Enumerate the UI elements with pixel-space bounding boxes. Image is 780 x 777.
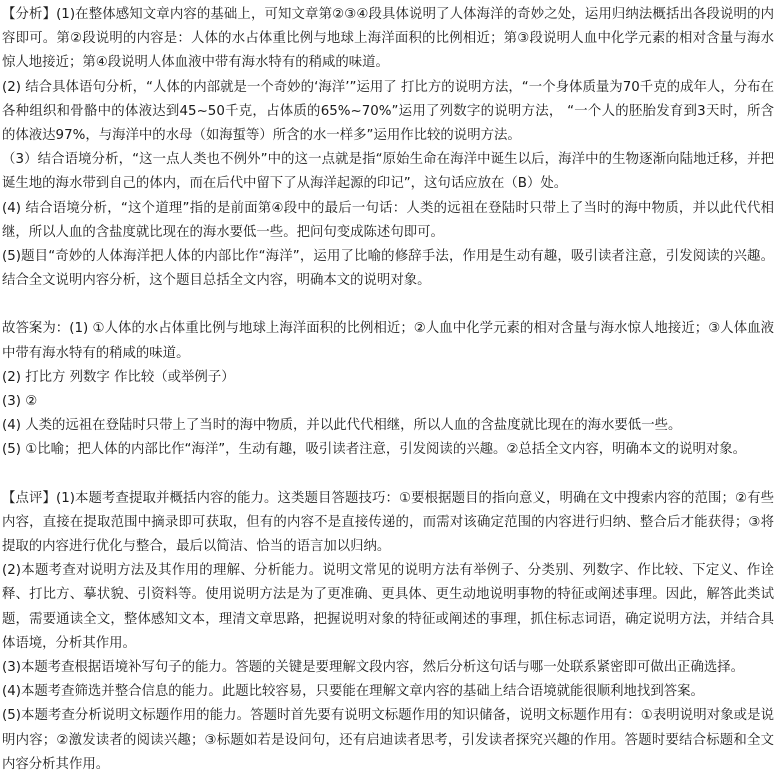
answer-section	[2, 317, 774, 462]
answer-paragraph-2: (2) 打比方 列数字 作比较（或举例子）	[2, 369, 235, 385]
comment-section	[2, 487, 774, 777]
analysis-paragraph-3: （3）结合语境分析，“这一点人类也不例外”中的这一点就是指“原始生命在海洋中诞生以后，海洋中的生物逐渐向陆地迁移，并把诞生地的海水带到自己的体内，而在后代中留下了从海洋起源的印记”，这句话应放在（B）处。	[2, 152, 774, 192]
answer-paragraph-4: (4) 人类的远祖在登陆时只带上了当时的海中物质，并以此代代相继，所以人血的含盐度就比现在的海水要低一些。	[2, 418, 682, 434]
section-gap	[2, 293, 774, 317]
analysis-paragraph-1: 【分析】(1)在整体感知文章内容的基础上，可知文章第②③④段具体说明了人体海洋的奇妙之处，运用归纳法概括出各段说明的内容即可。第②段说明的内容是：人体的水占体重比例与地球上海洋面积的比例相近；第③段说明人血中化学元素的相对含量与海水惊人地接近；第④段说明人体血液中带有海水特有的稍咸的味道。	[2, 7, 774, 71]
analysis-paragraph-2: (2) 结合具体语句分析，“人体的内部就是一个奇妙的‘海洋’”运用了 打比方的说明方法，“一个身体质量为70千克的成年人，分布在各种组织和骨骼中的体液达到45~50千克，占体质的65%~70%”运用了列数字的说明方法， “一个人的胚胎发育到3天时，所含的体液达97%，与海洋中的水母（如海蜇等）所含的水一样多”运用作比较的说明方法。	[2, 79, 774, 144]
analysis-paragraph-5: (5)题目“奇妙的人体海洋把人体的内部比作“海洋”，运用了比喻的修辞手法，作用是生动有趣，吸引读者注意，引发阅读的兴趣。结合全文说明内容分析，这个题目总括全文内容，明确本文的说明对象。	[2, 249, 774, 289]
section-gap	[2, 463, 774, 487]
analysis-paragraph-4: (4) 结合语境分析，“这个道理”指的是前面第④段中的最后一句话：人类的远祖在登陆时只带上了当时的海中物质，并以此代代相继，所以人血的含盐度就比现在的海水要低一些。把问句变成陈述句即可。	[2, 200, 774, 240]
comment-paragraph-1: 【点评】(1)本题考查提取并概括内容的能力。这类题目答题技巧：①要根据题目的指向意义，明确在文中搜索内容的范围；②有些内容，直接在提取范围中摘录即可获取，但有的内容不是直接传递的，而需对该确定范围的内容进行归纳、整合后才能获得；③将提取的内容进行优化与整合，最后以简洁、恰当的语言加以归纳。	[2, 490, 774, 555]
answer-paragraph-1: 故答案为：(1) ①人体的水占体重比例与地球上海洋面积的比例相近；②人血中化学元素的相对含量与海水惊人地接近；③人体血液中带有海水特有的稍咸的味道。	[2, 321, 774, 361]
comment-paragraph-3: (3)本题考查根据语境补写句子的能力。答题的关键是要理解文段内容，然后分析这句话与哪一处联系紧密即可做出正确选择。	[2, 660, 745, 676]
analysis-section	[2, 3, 774, 293]
answer-paragraph-5: (5) ①比喻；把人体的内部比作“海洋”，生动有趣，吸引读者注意，引发阅读的兴趣。②总括全文内容，明确本文的说明对象。	[2, 442, 747, 458]
comment-paragraph-5: (5)本题考查分析说明文标题作用的能力。答题时首先要有说明文标题作用的知识储备，说明文标题作用有：①表明说明对象或是说明内容；②激发读者的阅读兴趣；③标题如若是设问句，还有启迪读者思考，引发读者探究兴趣的作用。答题时要结合标题和全文内容分析其作用。	[2, 708, 774, 772]
comment-paragraph-2: (2)本题考查对说明方法及其作用的理解、分析能力。说明文常见的说明方法有举例子、分类别、列数字、作比较、下定义、作诠释、打比方、摹状貌、引资料等。使用说明方法是为了更准确、更具体、更生动地说明事物的特征或阐述事理。因此，解答此类试题，需要通读全文，整体感知文本，理清文章思路，把握说明对象的特征或阐述的事理，抓住标志词语，确定说明方法，并结合具体语境，分析其作用。	[2, 563, 774, 651]
answer-paragraph-3: (3) ②	[2, 394, 38, 410]
comment-paragraph-4: (4)本题考查筛选并整合信息的能力。此题比较容易，只要能在理解文章内容的基础上结合语境就能很顺利地找到答案。	[2, 684, 704, 700]
